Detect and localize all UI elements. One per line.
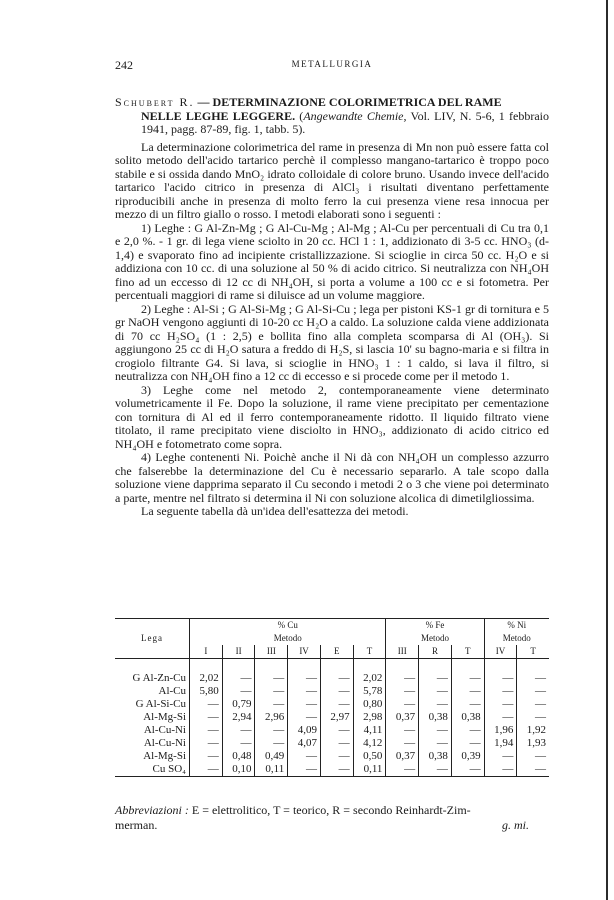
table-cell: — [190, 698, 223, 711]
article-author: Schubert R. [115, 95, 195, 109]
table-cell: — [190, 724, 223, 737]
table-cell: — [451, 763, 484, 777]
table-cell: 2,94 [222, 711, 255, 724]
table-cell: 0,37 [386, 711, 419, 724]
article-heading [115, 96, 549, 110]
lega-cell: Cu SO₄ [115, 763, 190, 777]
table-cell: — [190, 737, 223, 750]
table-cell: — [517, 711, 549, 724]
table-cell: 0,39 [451, 750, 484, 763]
table-cell: 2,02 [353, 672, 386, 685]
table-cell: — [288, 685, 321, 698]
table-cell: — [484, 685, 517, 698]
fe-group-header: % Fe [386, 619, 484, 633]
table-cell: 0,38 [419, 711, 452, 724]
table-cell: — [288, 750, 321, 763]
table-cell: — [451, 737, 484, 750]
table-row [115, 750, 549, 763]
table-cell: — [222, 685, 255, 698]
author-initials: g. mi. [502, 818, 529, 832]
table-cell: 2,98 [353, 711, 386, 724]
lega-cell: G Al-Si-Cu [135, 698, 186, 710]
page-header [115, 58, 549, 74]
col-header: II [222, 645, 255, 659]
col-header: III [255, 645, 288, 659]
table-cell: — [320, 750, 353, 763]
table-cell: — [517, 750, 549, 763]
table-cell: — [386, 763, 419, 777]
table-cell: — [320, 672, 353, 685]
table-row [115, 672, 549, 685]
table-cell: — [320, 763, 353, 777]
table-row [115, 763, 549, 777]
col-header: E [320, 645, 353, 659]
table-cell: — [320, 737, 353, 750]
table-cell: 4,07 [288, 737, 321, 750]
table-row [115, 698, 549, 711]
table-cell: — [419, 698, 452, 711]
table-cell: — [288, 711, 321, 724]
lega-cell: Al-Cu [158, 685, 186, 697]
table-cell: — [484, 698, 517, 711]
table-cell: — [222, 672, 255, 685]
table-cell: — [517, 672, 549, 685]
table-cell: — [451, 698, 484, 711]
table-cell: 5,78 [353, 685, 386, 698]
table-cell: — [386, 672, 419, 685]
article-source: NELLE LEGHE LEGGERE. (Angewandte Chemie, Vol. LIV, N. 5-6, 1 febbraio 1941, pagg. 87-89, fig. 1, tabb. 5). [141, 108, 549, 136]
intro-paragraph: La determinazione colorimetrica del rame in presenza di Mn non può essere fatta col solito metodo dell'acido tartarico perchè il complesso manganо-tartarico è troppo poco stabile e si ossida dando MnO₂ idrato colloidale di colore bruno. Usando invece dell'acido tartarico l'acido citrico in presenza di AlCl₃ i risultati diventano perfettamente riproducibili anche in presenza di molto ferro la cui presenza viene resa innocua per mezzo di un filtro giallo o rosso. I metodi elaborati sono i seguenti : [115, 139, 549, 221]
table-cell: — [255, 685, 288, 698]
table-cell: — [386, 737, 419, 750]
table-row [115, 724, 549, 737]
table-row [115, 711, 549, 724]
table-cell: — [320, 698, 353, 711]
method-4-paragraph: 4) Leghe contenenti Ni. Poichè anche il Ni dà con NH₄OH un complesso azzurro che falserebbe la determinazione del Cu è necessario separarlo. A tale scopo dalla soluzione viene dapprima separato il Cu secondo i metodi 2 o 3 che viene poi determinato a parte, mentre nel filtrato si determina il Ni con soluzione alcolica di dimetilgliossima. [115, 450, 549, 505]
table-cell: — [255, 724, 288, 737]
table-cell: — [288, 698, 321, 711]
cu-metodo-header: Metodo [190, 632, 386, 645]
fe-metodo-header: Metodo [386, 632, 484, 645]
table-cell: — [484, 750, 517, 763]
table-cell: — [190, 750, 223, 763]
abbreviations-note [115, 803, 549, 833]
table-row [115, 737, 549, 750]
table-cell: — [255, 737, 288, 750]
ni-group-header: % Ni [484, 619, 549, 633]
page-number: 242 [115, 58, 133, 72]
table-cell: — [222, 737, 255, 750]
abbr-label: Abbreviazioni : [115, 803, 189, 817]
table-body [115, 672, 549, 777]
ni-metodo-header: Metodo [484, 632, 549, 645]
table-cell: 2,97 [320, 711, 353, 724]
table-cell: 0,10 [222, 763, 255, 777]
col-header: T [451, 645, 484, 659]
table-cell: 5,80 [190, 685, 223, 698]
table-cell: — [419, 724, 452, 737]
table-cell: — [288, 672, 321, 685]
table-cell: 0,37 [386, 750, 419, 763]
table-cell: 0,80 [353, 698, 386, 711]
table-cell: — [484, 763, 517, 777]
lega-cell: Al-Mg-Si [143, 711, 186, 723]
lega-cell: Al-Mg-Si [143, 750, 186, 762]
col-header: III [386, 645, 419, 659]
col-header: I [190, 645, 223, 659]
table-cell: 0,11 [255, 763, 288, 777]
table-cell: — [451, 672, 484, 685]
table-cell: — [255, 672, 288, 685]
accuracy-table [115, 618, 549, 777]
table-cell: 4,09 [288, 724, 321, 737]
table-cell: 0,49 [255, 750, 288, 763]
table-cell: — [190, 711, 223, 724]
table-row [115, 685, 549, 698]
col-header: IV [484, 645, 517, 659]
lega-header: Lega [115, 619, 190, 659]
table-cell: 1,92 [517, 724, 549, 737]
table-cell: 1,94 [484, 737, 517, 750]
running-title: METALLURGIA [291, 59, 373, 69]
table-cell: — [419, 672, 452, 685]
table-cell: 1,93 [517, 737, 549, 750]
table-cell: — [419, 737, 452, 750]
method-1-paragraph: 1) Leghe : G Al-Zn-Mg ; G Al-Cu-Mg ; Al-Mg ; Al-Cu per percentuali di Cu tra 0,1 e 2,0 %. - 1 gr. di lega viene sciolto in 20 cc. HCl 1 : 1, addizionato di 3-5 cc. HNO₃ (d-1,4) e svaporato fino ad incipiente cristallizzazione. Si scioglie in circa 50 cc. H₂O e si addiziona con 10 cc. di una soluzione al 50 % di acido citrico. Si neutralizza con NH₄OH fino ad un eccesso di 12 cc di NH₄OH, si porta a volume a 100 cc e si fotometra. Per percentuali maggiori di rame si diluisce ad un volume maggiore. [115, 220, 549, 302]
source-details: Vol. LIV, N. 5-6, 1 febbraio 1941, pagg. 87-89, fig. 1, tabb. 5). [141, 108, 549, 136]
article-body [115, 96, 549, 519]
table-cell: — [386, 685, 419, 698]
table-cell: — [255, 698, 288, 711]
table-cell: — [419, 685, 452, 698]
article-title-line1: — DETERMINAZIONE COLORIMETRICA DEL RAME [197, 95, 502, 109]
method-3-paragraph: 3) Leghe come nel metodo 2, contemporaneamente viene determinato volumetricamente il Fe. Dopo la soluzione, il rame viene precipitato per cementazione con tornitura di Al ed il ferro contemporaneamente ridotto. Il liquido filtrato viene titolato, il rame precipitato viene disciolto in HNO₃, addizionato di acido citrico ed NH₄OH e fotometrato come sopra. [115, 382, 549, 451]
abbr-text: E = elettrolitico, T = teorico, R = secondo Reinhardt-Zim- [191, 803, 471, 817]
col-header: T [517, 645, 549, 659]
table-cell: — [288, 763, 321, 777]
page-edge-rule [606, 0, 608, 900]
table-cell: 0,11 [353, 763, 386, 777]
table-cell: 4,11 [353, 724, 386, 737]
table-cell: 0,50 [353, 750, 386, 763]
table-cell: 0,38 [451, 711, 484, 724]
col-header: T [353, 645, 386, 659]
method-2-paragraph: 2) Leghe : Al-Si ; G Al-Si-Mg ; G Al-Si-Cu ; lega per pistoni KS-1 gr di tornitura e 5 gr NaOH vengono aggiunti di 10-20 cc H₂O a caldo. La soluzione calda viene addizionata di 70 cc H₂SO₄ (1 : 2,5) e bollita fino alla completa scomparsa di Al (OH₃). Si aggiungono 25 cc di H₂O satura a freddo di H₂S, si lascia 10' su bagno-maria e si filtra in crogiolo filtrante G4. Si lava, si scioglie in HNO₃ 1 : 1 caldo, si lava il filtro, si neutralizza con NH₄OH fino a 12 cc di eccesso e si procede come per il metodo 1. [115, 301, 549, 383]
col-header: IV [288, 645, 321, 659]
table-cell: — [222, 724, 255, 737]
source-journal: Angewandte Chemie, [303, 108, 407, 123]
table-cell: — [517, 698, 549, 711]
table-cell: — [320, 724, 353, 737]
lega-cell: G Al-Zn-Cu [132, 672, 186, 684]
table-cell: 0,79 [222, 698, 255, 711]
lega-cell: Al-Cu-Ni [143, 724, 186, 736]
table-cell: — [484, 672, 517, 685]
table-cell: — [517, 763, 549, 777]
cu-group-header: % Cu [190, 619, 386, 633]
table-cell: 1,96 [484, 724, 517, 737]
table-cell: — [517, 685, 549, 698]
table-cell: 0,48 [222, 750, 255, 763]
table-cell: — [386, 724, 419, 737]
table-cell: — [484, 711, 517, 724]
col-header: R [419, 645, 452, 659]
table-cell: — [190, 763, 223, 777]
table-cell: — [419, 763, 452, 777]
table-cell: — [386, 698, 419, 711]
table-cell: 4,12 [353, 737, 386, 750]
table-cell: 0,38 [419, 750, 452, 763]
table-cell: — [320, 685, 353, 698]
lega-cell: Al-Cu-Ni [143, 737, 186, 749]
table-cell: 2,02 [190, 672, 223, 685]
abbr-continuation: merman. [115, 818, 158, 832]
table-cell: — [451, 685, 484, 698]
table-intro: La seguente tabella dà un'idea dell'esattezza dei metodi. [141, 504, 409, 518]
table-cell: — [451, 724, 484, 737]
table-cell: 2,96 [255, 711, 288, 724]
article-title-line2: NELLE LEGHE LEGGERE. [141, 108, 296, 123]
